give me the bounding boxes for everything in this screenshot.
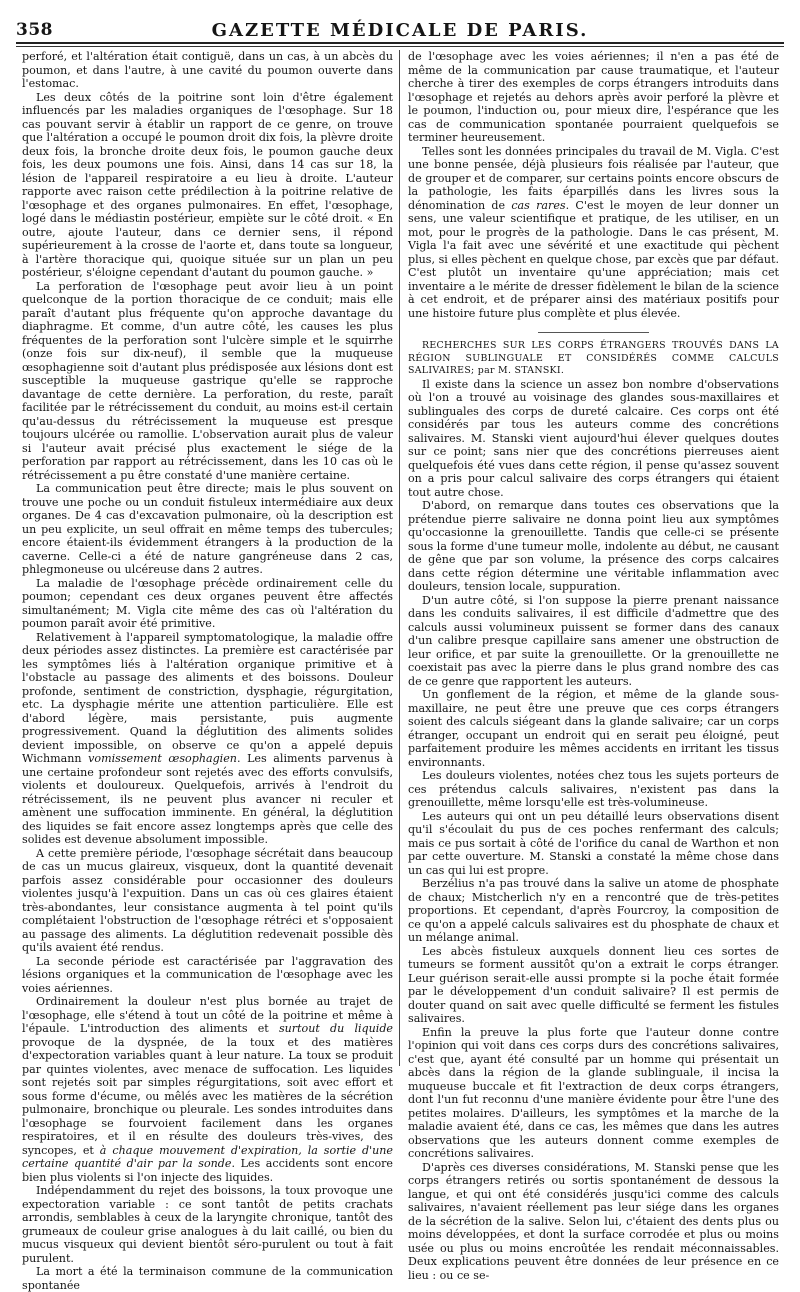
article-paragraph: D'un autre côté, si l'on suppose la pierre prenant naissance dans les conduits salivaires, il est difficile d'admettre que des calculs aussi volumineux puissent se former dans des canaux d'un calibre presque capillaire sans amener une obstruction de leur orifice, et par suite la grenouillette. Or la grenouillette ne coexistait pas avec la pierre dans le plus grand nombre des cas de ce genre que rapportent les auteurs. (408, 593, 779, 688)
article-paragraph: Les abcès fistuleux auxquels donnent lieu ces sortes de tumeurs se forment aussitôt qu'on a extrait le corps étranger. Leur guérison serait-elle aussi prompte si la poche était formée par le développement d'un conduit salivaire? Il est permis de douter quand on sait avec quelle difficulté se ferment les fistules salivaires. (408, 944, 779, 1025)
article-paragraph: La communication peut être directe; mais le plus souvent on trouve une poche ou un conduit fistuleux intermédiaire aux deux organes. De 4 cas d'excavation pulmonaire, où la description est un peu explicite, un seul offrait en même temps des tubercules; encore étaient-ils évidemment étrangers à la production de la caverne. Celle-ci a été de nature gangréneuse dans 2 cas, phlegmoneuse ou ulcéreuse dans 2 autres. (22, 482, 393, 576)
article-paragraph: Relativement à l'appareil symptomatologique, la maladie offre deux périodes assez distinctes. La première est caractérisée par les symptômes liés à l'altération organique primitive et à l'obstacle au passage des aliments et des boissons. Douleur profonde, sentiment de constriction, dysphagie, régurgitation, etc. La dysphagie mérite une attention particulière. Elle est d'abord légère, mais persistante, puis augmente progressivement. Quand la déglutition des aliments solides devient impossible, on observe ce qu'on a appelé depuis Wichmann vomissement œsophagien. Les aliments parvenus à une certaine profondeur sont rejetés avec des efforts convulsifs, violents et douloureux. Quelquefois, arrivés à l'endroit du rétrécissement, ils ne peuvent plus avancer ni reculer et amènent une suffocation imminente. En général, la déglutition des liquides se fait encore assez longtemps après que celle des solides est devenue absolument impossible. (22, 630, 393, 846)
article-paragraph: Telles sont les données principales du travail de M. Vigla. C'est une bonne pensée, déjà plusieurs fois réalisée par l'auteur, que de grouper et de comparer, sur certains points encore obscurs de la pathologie, les faits éparpillés dans les livres sous la dénomination de cas rares. C'est le moyen de leur donner un sens, une valeur scientifique et pratique, de les utiliser, en un mot, pour le progrès de la pathologie. Dans le cas présent, M. Vigla l'a fait avec une sévérité et une exactitude qui pèchent plus, si elles pèchent en quelque chose, par excès que par défaut. C'est plutôt un inventaire qu'une appréciation; mais cet inventaire a le mérite de dresser fidèlement le bilan de la science à cet endroit, et de préparer ainsi des matériaux positifs pour une histoire future plus complète et plus élevée. (408, 144, 779, 320)
article-paragraph: Il existe dans la science un assez bon nombre d'observations où l'on a trouvé au voisinage des glandes sous-maxillaires et sublinguales des corps de dureté calcaire. Ces corps ont été considérés par tous les auteurs comme des concrétions salivaires. M. Stanski vient aujourd'hui élever quelques doutes sur ce point; sans nier que des concrétions pierreuses aient quelquefois été vues dans cette région, il pense qu'assez souvent on a pris pour calcul salivaire des corps étrangers qui étaient tout autre chose. (408, 377, 779, 499)
journal-title: GAZETTE MÉDICALE DE PARIS. (211, 20, 589, 41)
article-paragraph: Les auteurs qui ont un peu détaillé leurs observations disent qu'il s'écoulait du pus de ces poches renfermant des calculs; mais ce pus sortait à côté de l'orifice du canal de Warthon et non par cette ouverture. M. Stanski a constaté la même chose dans un cas qui lui est propre. (408, 809, 779, 877)
article-paragraph: Indépendamment du rejet des boissons, la toux provoque une expectoration variable : ce sont tantôt de petits crachats arrondis, semblables à ceux de la laryngite chronique, tantôt des grumeaux de couleur grise analogues à du lait caillé, ou bien du mucus visqueux qui devient bientôt séro-purulent ou tout à fait purulent. (22, 1184, 393, 1265)
left-column (22, 50, 394, 1292)
right-column (408, 50, 779, 1282)
article-paragraph: A cette première période, l'œsophage sécrétait dans beaucoup de cas un mucus glaireux, visqueux, dont la quantité devenait parfois assez considérable pour occasionner des douleurs violentes jusqu'à l'expuition. Dans un cas où ces glaires étaient très-abondantes, leur consistance augmenta à tel point qu'ils complétaient l'obstruction de l'œsophage rétréci et s'opposaient au passage des aliments. La déglutition redevenait possible dès qu'ils avaient été rendus. (22, 846, 393, 954)
emphasized-phrase: vomissement œsophagien (88, 752, 237, 765)
section-title: RECHERCHES SUR LES CORPS ÉTRANGERS TROUVÉS DANS LA RÉGION SUBLINGUALE ET CONSIDÉRÉS COMME CALCULS SALIVAIRES; par M. STANSKI. (408, 340, 779, 376)
article-paragraph: Un gonflement de la région, et même de la glande sous-maxillaire, ne peut être une preuve que ces corps étrangers soient des calculs siégeant dans la glande salivaire; car un corps étranger, occupant un endroit qui en serait peu éloigné, peut parfaitement produire les mêmes accidents en irritant les tissus environnants. (408, 688, 779, 769)
article-paragraph: Les deux côtés de la poitrine sont loin d'être également influencés par les maladies organiques de l'œsophage. Sur 18 cas pouvant servir à établir un rapport de ce genre, on trouve que l'altération a occupé le poumon droit dix fois, la plèvre droite deux fois, la bronche droite deux fois, le poumon gauche deux fois, les deux poumons une fois. Ainsi, dans 14 cas sur 18, la lésion de l'appareil respiratoire a eu lieu à droite. L'auteur rapporte avec raison cette prédilection à la poitrine relative de l'œsophage et des organes pulmonaires. En effet, l'œsophage, logé dans le médiastin postérieur, empiète sur le côté droit. « En outre, ajoute l'auteur, dans ce dernier sens, il répond supérieurement à la crosse de l'aorte et, dans toute sa longueur, à l'artère thoracique qui, quoique située sur un plan un peu postérieur, s'éloigne cependant d'autant du poumon gauche. » (22, 90, 393, 279)
header-rule (16, 42, 784, 44)
header-rule-thin (16, 46, 784, 47)
emphasized-phrase: à chaque mouvement d'expiration, la sortie d'une certaine quantité d'air par la sonde (22, 1143, 393, 1170)
article-paragraph: Ordinairement la douleur n'est plus bornée au trajet de l'œsophage, elle s'étend à tout un côté de la poitrine et même à l'épaule. L'introduction des aliments et surtout du liquide provoque de la dyspnée, de la toux et des matières d'expectoration variables quant à leur nature. La toux se produit par quintes violentes, avec menace de suffocation. Les liquides sont rejetés soit par simples régurgitations, soit avec effort et sous forme d'écume, ou mêlés avec les matières de la sécrétion pulmonaire, bronchique ou pleurale. Les sondes introduites dans l'œsophage se fourvoient facilement dans les organes respiratoires, et il en résulte des douleurs très-vives, des syncopes, et à chaque mouvement d'expiration, la sortie d'une certaine quantité d'air par la sonde. Les accidents sont encore bien plus violents si l'on injecte des liquides. (22, 995, 394, 1184)
article-paragraph: Enfin la preuve la plus forte que l'auteur donne contre l'opinion qui voit dans ces corps durs des concrétions salivaires, c'est que, ayant été consulté par un homme qui présentait un abcès dans la région de la glande sublinguale, il incisa la muqueuse buccale et fit l'extraction de deux corps étrangers, dont l'un fut reconnu d'une manière évidente pour être l'une des petites molaires. D'ailleurs, les symptômes et la marche de la maladie avaient été, dans ce cas, les mêmes que dans les autres observations que les auteurs donnent comme exemples de concrétions salivaires. (408, 1025, 779, 1160)
article-paragraph: La mort a été la terminaison commune de la communication spontanée (22, 1265, 393, 1292)
column-divider (399, 50, 400, 1066)
article-paragraph: Berzélius n'a pas trouvé dans la salive un atome de phosphate de chaux; Mistcherlich n'y en a rencontré que de très-petites proportions. Et cependant, d'après Fourcroy, la composition de ce qu'on a appelé calculs salivaires est du phosphate de chaux et un mélange animal. (408, 877, 779, 944)
article-paragraph: D'après ces diverses considérations, M. Stanski pense que les corps étrangers retirés ou sortis spontanément de dessous la langue, et qui ont été considérés jusqu'ici comme des calculs salivaires, n'avaient réellement pas leur siége dans les organes de la sécrétion de la salive. Selon lui, c'étaient des dents plus ou moins développées, et dont la surface corrodée et plus ou moins usée ou plus ou moins encroûtée les rendait méconnaissables. Deux explications peuvent être données de leur présence en ce lieu : ou ce se- (408, 1160, 779, 1282)
article-paragraph: La perforation de l'œsophage peut avoir lieu à un point quelconque de la portion thoracique de ce conduit; mais elle paraît d'autant plus fréquente qu'on approche davantage du diaphragme. Et comme, d'un autre côté, les causes les plus fréquentes de la perforation sont l'ulcère simple et le squirrhe (onze fois sur dix-neuf), il semble que la muqueuse œsophagienne soit d'autant plus prédisposée aux lésions dont est susceptible la muqueuse gastrique qu'elle se rapproche davantage de cette dernière. La perforation, du reste, paraît facilitée par le rétrécissement du conduit, au moins est-il certain qu'au-dessus du rétrécissement la muqueuse est presque toujours ulcérée ou ramollie. L'observation aurait plus de valeur si l'auteur avait précisé plus exactement le siége de la perforation par rapport au rétrécissement, dans les 10 cas où le rétrécissement a pu être constaté d'une manière certaine. (22, 279, 393, 482)
emphasized-phrase: cas rares (511, 198, 566, 212)
article-paragraph: Les douleurs violentes, notées chez tous les sujets porteurs de ces prétendus calculs salivaires, n'existent pas dans la grenouillette, même lorsqu'elle est très-volumineuse. (408, 769, 779, 809)
section-separator (538, 332, 649, 333)
article-paragraph: D'abord, on remarque dans toutes ces observations que la prétendue pierre salivaire ne donna point lieu aux symptômes qu'occasionne la grenouillette. Tandis que celle-ci se présente sous la forme d'une tumeur molle, indolente au début, ne causant de gêne que par son volume, la présence des corps calcaires dans cette région détermine une véritable inflammation avec douleurs, tension locale, suppuration. (408, 499, 779, 593)
article-paragraph: La maladie de l'œsophage précède ordinairement celle du poumon; cependant ces deux organes peuvent être affectés simultanément; M. Vigla cite même des cas où l'altération du poumon paraît avoir été primitive. (22, 576, 393, 630)
article-paragraph: perforé, et l'altération était contiguë, dans un cas, à un abcès du poumon, et dans l'autre, à une cavité du poumon ouverte dans l'estomac. (22, 50, 393, 90)
article-paragraph: La seconde période est caractérisée par l'aggravation des lésions organiques et la communication de l'œsophage avec les voies aériennes. (22, 954, 393, 995)
article-paragraph: de l'œsophage avec les voies aériennes; il n'en a pas été de même de la communication par cause traumatique, et l'auteur cherche à tirer des exemples de corps étrangers introduits dans l'œsophage et rejetés au dehors après avoir perforé la plèvre et le poumon, l'induction ou, pour mieux dire, l'espérance que les cas de communication spontanée pourraient quelquefois se terminer heureusement. (408, 50, 779, 144)
emphasized-phrase: surtout du liquide (278, 1022, 394, 1035)
page-number: 358 (16, 20, 53, 40)
